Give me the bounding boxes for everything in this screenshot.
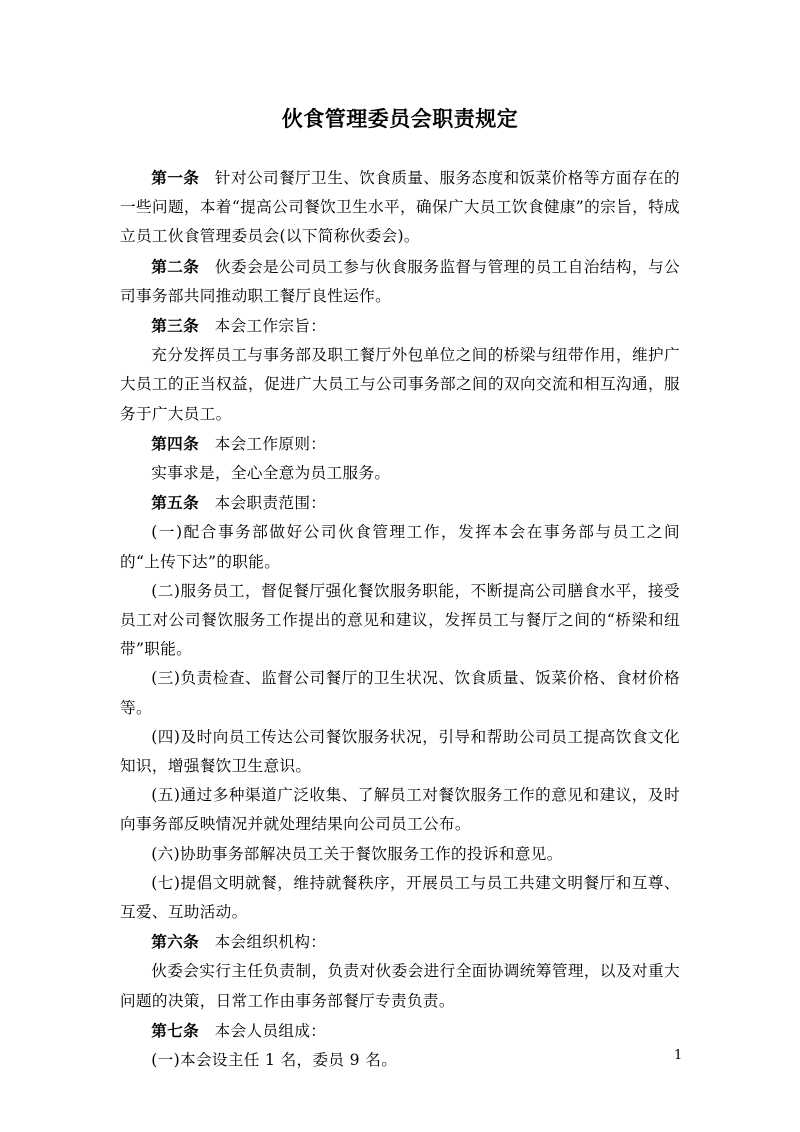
article-3 — [120, 311, 680, 341]
article-label: 第一条 — [151, 168, 200, 187]
article-4 — [120, 429, 680, 459]
article-6-paragraph: 伙委会实行主任负责制，负责对伙委会进行全面协调统筹管理，以及对重大问题的决策，日常工作由事务部餐厅专责负责。 — [120, 962, 680, 1010]
article-3-paragraph: 充分发挥员工与事务部及职工餐厅外包单位之间的桥梁与纽带作用，维护广大员工的正当权益，促进广大员工与公司事务部之间的双向交流和相互沟通，服务于广大员工。 — [120, 346, 680, 423]
article-label: 第四条 — [151, 433, 200, 453]
document-body — [120, 163, 683, 1075]
article-label: 第三条 — [151, 316, 200, 336]
document-title: 伙食管理委员会职责规定 — [281, 106, 519, 131]
article-5-item-7: (七)提倡文明就餐，维持就餐秩序，开展员工与员工共建文明餐厅和互尊、互爱、互助活动。 — [120, 873, 680, 922]
article-text: 针对公司餐厅卫生、饮食质量、服务态度和饭菜价格等方面存在的一些问题，本着“提高公司餐饮卫生水平，确保广大员工饮食健康”的宗旨，特成立员工伙食管理委员会(以下简称伙委会)。 — [120, 169, 680, 246]
article-label: 第七条 — [151, 1020, 200, 1040]
article-text: 本会职责范围： — [214, 494, 327, 513]
article-6 — [120, 927, 680, 957]
article-7 — [120, 1016, 680, 1046]
article-text: 本会工作原则： — [214, 434, 327, 453]
article-text: 本会工作宗旨： — [214, 317, 327, 336]
article-5-item-1: (一)配合事务部做好公司伙食管理工作，发挥本会在事务部与员工之间的“上传下达”的职能。 — [120, 523, 680, 571]
article-7-item-1: (一)本会设主任 1 名，委员 9 名。 — [151, 1051, 398, 1070]
article-4-paragraph: 实事求是，全心全意为员工服务。 — [151, 464, 391, 483]
article-2 — [120, 252, 680, 311]
article-label: 第二条 — [151, 256, 200, 276]
article-5-item-4: (四)及时向员工传达公司餐饮服务状况，引导和帮助公司员工提高饮食文化知识，增强餐饮卫生意识。 — [120, 727, 680, 776]
page-number: 1 — [674, 1048, 683, 1063]
article-5-item-6: (六)协助事务部解决员工关于餐饮服务工作的投诉和意见。 — [151, 844, 563, 863]
article-label: 第六条 — [151, 932, 200, 952]
article-text: 本会组织机构： — [214, 933, 327, 952]
article-5-item-2: (二)服务员工，督促餐厅强化餐饮服务职能，不断提高公司膳食水平，接受员工对公司餐饮服务工作提出的意见和建议，发挥员工与餐厅之间的“桥梁和纽带”职能。 — [120, 581, 680, 659]
article-5 — [120, 488, 680, 518]
article-text: 伙委会是公司员工参与伙食服务监督与管理的员工自治结构，与公司事务部共同推动职工餐厅良性运作。 — [120, 257, 680, 305]
article-text: 本会人员组成： — [214, 1021, 327, 1040]
article-5-item-3: (三)负责检查、监督公司餐厅的卫生状况、饮食质量、饭菜价格、食材价格等。 — [120, 669, 680, 717]
article-5-item-5: (五)通过多种渠道广泛收集、了解员工对餐饮服务工作的意见和建议，及时向事务部反映情况并就处理结果向公司员工公布。 — [120, 786, 680, 834]
article-1 — [120, 163, 680, 252]
article-label: 第五条 — [151, 493, 200, 513]
